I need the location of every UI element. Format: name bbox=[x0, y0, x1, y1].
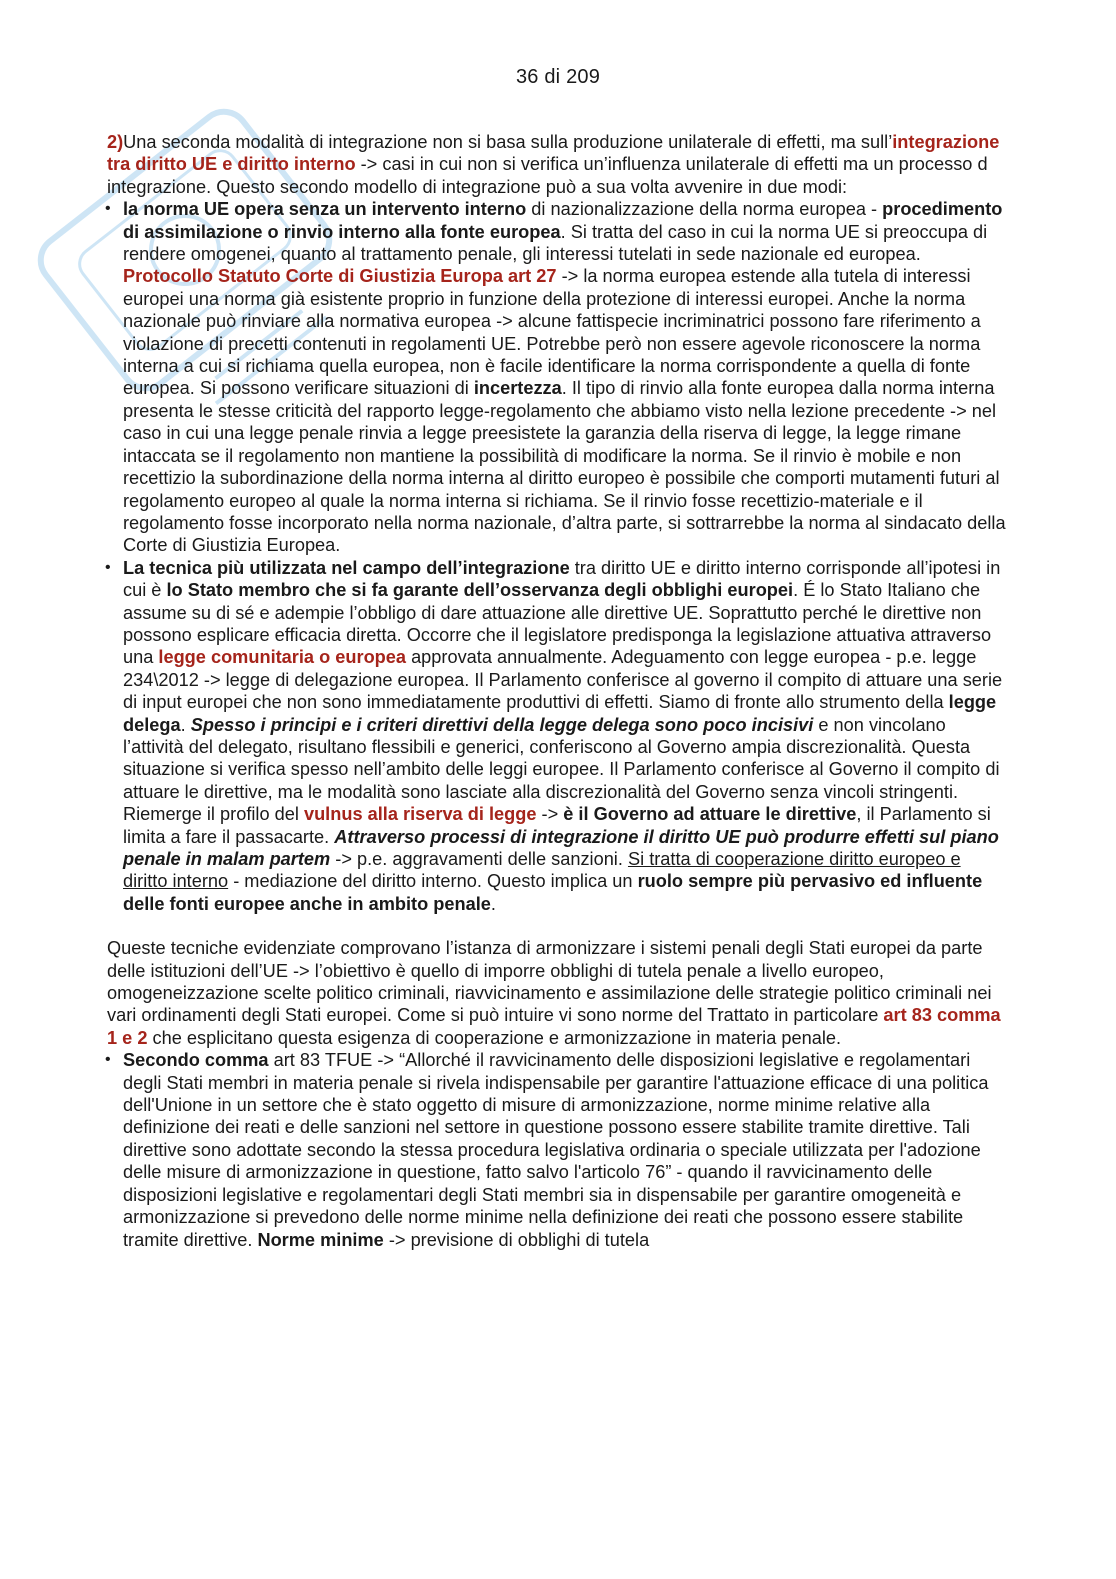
page-number: 36 di 209 bbox=[515, 66, 601, 88]
article-83-list bbox=[107, 1049, 1007, 1251]
document-body bbox=[107, 131, 1007, 1251]
list-item-assimilation: • la norma UE opera senza un intervento interno di nazionalizzazione della norma europea - procedimento di assimilazione o rinvio interno alla fonte europea. Si tratta del caso in cui la norma UE si preoccupa di rendere omogenei, quanto al trattamento penale, gli interessi tutelati in sede nazionale ed europea. Protocollo Statuto Corte di Giustizia Europa art 27 -> la norma europea estende alla tutela di interessi europei una norma già esistente proprio in funzione della protezione di interessi europei. Anche la norma nazionale può rinviare alla normativa europea -> alcune fattispecie incriminatrici possono fare riferimento a violazione di precetti contenuti in regolamenti UE. Potrebbe però non essere agevole riconoscere la norma interna a cui si richiama quella europea, non è facile identificare la norma corrispondente a quella di fonte europea. Si possono verificare situazioni di incertezza. Il tipo di rinvio alla fonte europea dalla norma interna presenta le stesse criticità del rapporto legge-regolamento che abbiamo visto nella lezione precedente -> nel caso in cui una legge penale rinvia a legge preesistete la garanzia della riserva di legge, la legge rimane intaccata se il regolamento non mantiene la possibilità di modificare la norma. Se il rinvio è mobile e non recettizio la subordinazione della norma interna al diritto europeo è possibile che comporti mutamenti futuri al regolamento europeo al quale la norma interna si richiama. Se il rinvio fosse recettizio-materiale e il regolamento fosse incorporato nella norma nazionale, d’altra parte, si sottrarrebbe la norma al sindacato della Corte di Giustizia Europea. bbox=[107, 198, 1007, 557]
highlight-term: art 83 comma 1 e 2 bbox=[107, 1005, 1001, 1048]
highlight-term: Protocollo Statuto Corte di Giustizia Europa art 27 bbox=[123, 266, 557, 287]
list-item-second-comma: • Secondo comma art 83 TFUE -> “Allorché il ravvicinamento delle disposizioni legislative e regolamentari degli Stati membri in materia penale si rivela indispensabile per garantire l'attuazione efficace di una politica dell'Unione in un settore che è stato oggetto di misure di armonizzazione, norme minime relative alla definizione dei reati e delle sanzioni nel settore in questione possono essere stabilite tramite direttive. Tali direttive sono adottate secondo la stessa procedura legislativa ordinaria o speciale utilizzata per l'adozione delle misure di armonizzazione in questione, fatto salvo l'articolo 76” - quando il ravvicinamento delle disposizioni legislative e regolamentari degli Stati membri sia in dispensabile per garantire omogeneità e armonizzazione si prevedono delle norme minime nella definizione dei reati che possono essere stabilite tramite direttive. Norme minime -> previsione di obblighi di tutela bbox=[107, 1049, 1007, 1251]
highlight-term: legge comunitaria o europea bbox=[158, 647, 407, 668]
highlight-term: integrazione tra diritto UE e diritto interno bbox=[107, 132, 1000, 175]
section-number: 2) bbox=[107, 132, 124, 152]
paragraph-harmonization: Queste tecniche evidenziate comprovano l’istanza di armonizzare i sistemi penali degli Stati europei da parte delle istituzioni dell’UE -> l’obiettivo è quello di imporre obblighi di tutela penale a livello europeo, omogeneizzazione scelte politico criminali, riavvicinamento e assimilazione delle strategie politico criminali nei vari ordinamenti degli Stati europei. Come si può intuire vi sono norme del Trattato in particolare art 83 comma 1 e 2 che esplicitano questa esigenza di cooperazione e armonizzazione in materia penale. bbox=[107, 938, 1001, 1048]
integration-modes-list bbox=[107, 198, 1007, 915]
list-item-state-guarantor: • La tecnica più utilizzata nel campo dell’integrazione tra diritto UE e diritto interno corrisponde all’ipotesi in cui è lo Stato membro che si fa garante dell’osservanza degli obblighi europei. É lo Stato Italiano che assume su di sé e adempie l’obbligo di dare attuazione alle direttive UE. Soprattutto perché le direttive non possono esplicare efficacia diretta. Occorre che il legislatore predisponga la legislazione attuativa attraverso una legge comunitaria o europea approvata annualmente. Adeguamento con legge europea - p.e. legge 234\2012 -> legge di delegazione europea. Il Parlamento conferisce al governo il compito di attuare una serie di input europei che non sono immediatamente produttivi di effetti. Siamo di fronte allo strumento della legge delega. Spesso i principi e i criteri direttivi della legge delega sono poco incisivi e non vincolano l’attività del delegato, risultano flessibili e generici, conferiscono al Governo ampia discrezionalità. Questa situazione si verifica spesso nell’ambito delle leggi europee. Il Parlamento conferisce al Governo il compito di attuare le direttive, ma le modalità sono lasciate alla discrezionalità del Governo senza vincoli stringenti. Riemerge il profilo del vulnus alla riserva di legge -> è il Governo ad attuare le direttive, il Parlamento si limita a fare il passacarte. Attraverso processi di integrazione il diritto UE può produrre effetti sul piano penale in malam partem -> p.e. aggravamenti delle sanzioni. Si tratta di cooperazione diritto europeo e diritto interno - mediazione del diritto interno. Questo implica un ruolo sempre più pervasivo ed influente delle fonti europee anche in ambito penale. bbox=[107, 557, 1007, 916]
paragraph-gap bbox=[107, 915, 1007, 937]
highlight-term: vulnus alla riserva di legge bbox=[303, 804, 537, 825]
paragraph-integration-intro: 2)Una seconda modalità di integrazione non si basa sulla produzione unilaterale di effetti, ma sull’integrazione tra diritto UE e diritto interno -> casi in cui non si verifica un’influenza unilaterale di effetti ma un processo d integrazione. Questo secondo modello di integrazione può a sua volta avvenire in due modi: bbox=[107, 132, 1000, 197]
